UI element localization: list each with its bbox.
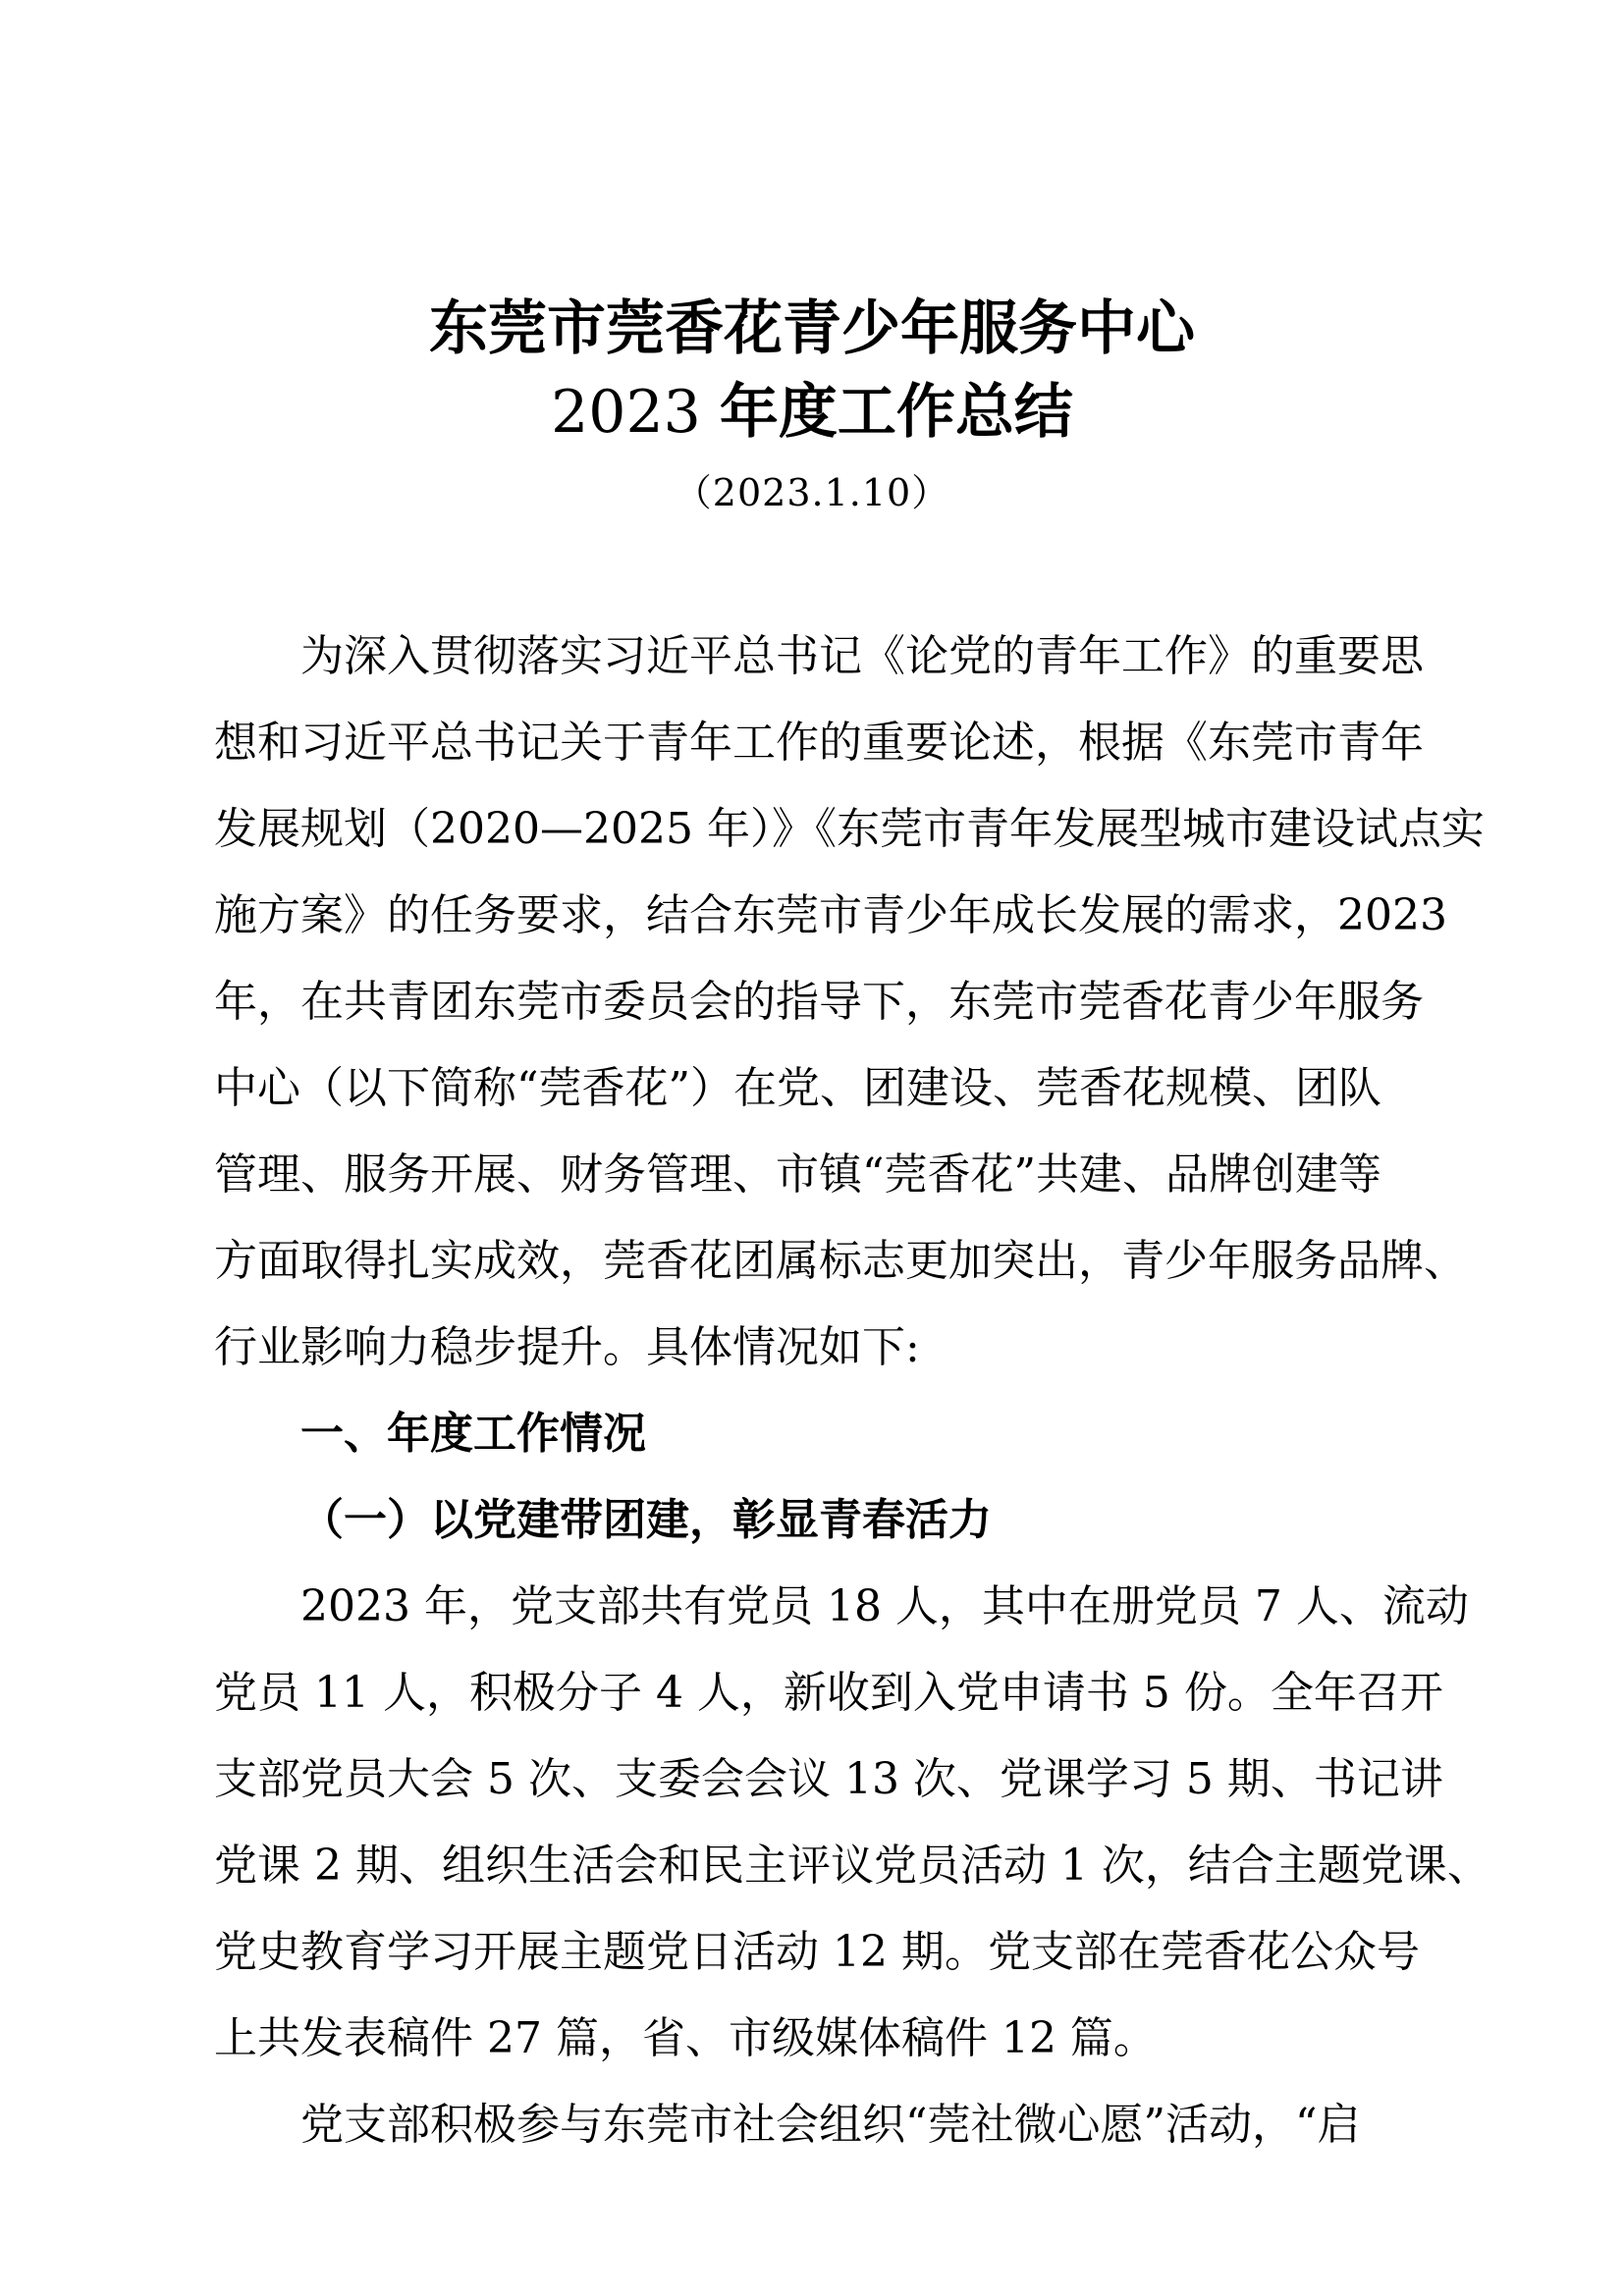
- paragraph-line: 方面取得扎实成效，莞香花团属标志更加突出，青少年服务品牌、: [214, 1236, 1467, 1286]
- paragraph-line: 管理、服务开展、财务管理、市镇“莞香花”共建、品牌创建等: [214, 1149, 1381, 1200]
- paragraph-line: 党课 2 期、组织生活会和民主评议党员活动 1 次，结合主题党课、: [214, 1841, 1490, 1891]
- paragraph-line: 发展规划（2020—2025 年）》《东莞市青年发展型城市建设试点实: [214, 804, 1485, 854]
- paragraph-line: 支部党员大会 5 次、支委会会议 13 次、党课学习 5 期、书记讲: [214, 1754, 1443, 1804]
- subtitle-year: 2023: [551, 378, 701, 447]
- paragraph-line: 想和习近平总书记关于青年工作的重要论述，根据《东莞市青年: [214, 718, 1424, 768]
- paragraph-line: 2023 年，党支部共有党员 18 人，其中在册党员 7 人、流动: [300, 1581, 1469, 1631]
- document-date: （2023.1.10）: [674, 471, 950, 514]
- paragraph-line: 中心（以下简称“莞香花”）在党、团建设、莞香花规模、团队: [214, 1063, 1381, 1113]
- subsection-heading: （一）以党建带团建，彰显青春活力: [300, 1495, 992, 1545]
- paragraph-line: 党员 11 人，积极分子 4 人，新收到入党申请书 5 份。全年召开: [214, 1668, 1443, 1718]
- subtitle-text: 年度工作总结: [719, 378, 1073, 447]
- paragraph-line: 党史教育学习开展主题党日活动 12 期。党支部在莞香花公众号: [214, 1927, 1420, 1977]
- paragraph-line: 行业影响力稳步提升。具体情况如下:: [214, 1322, 920, 1372]
- document-subtitle: [0, 373, 1624, 452]
- paragraph-line: 上共发表稿件 27 篇，省、市级媒体稿件 12 篇。: [214, 2013, 1157, 2063]
- document-title: 东莞市莞香花青少年服务中心: [429, 294, 1195, 363]
- document-body: [214, 614, 1490, 2168]
- paragraph-line: 党支部积极参与东莞市社会组织“莞社微心愿”活动，“启: [300, 2100, 1361, 2150]
- paragraph-line: 施方案》的任务要求，结合东莞市青少年成长发展的需求，2023: [214, 890, 1447, 940]
- paragraph-line: 为深入贯彻落实习近平总书记《论党的青年工作》的重要思: [300, 631, 1424, 681]
- section-heading: 一、年度工作情况: [300, 1409, 646, 1459]
- paragraph-line: 年，在共青团东莞市委员会的指导下，东莞市莞香花青少年服务: [214, 977, 1424, 1027]
